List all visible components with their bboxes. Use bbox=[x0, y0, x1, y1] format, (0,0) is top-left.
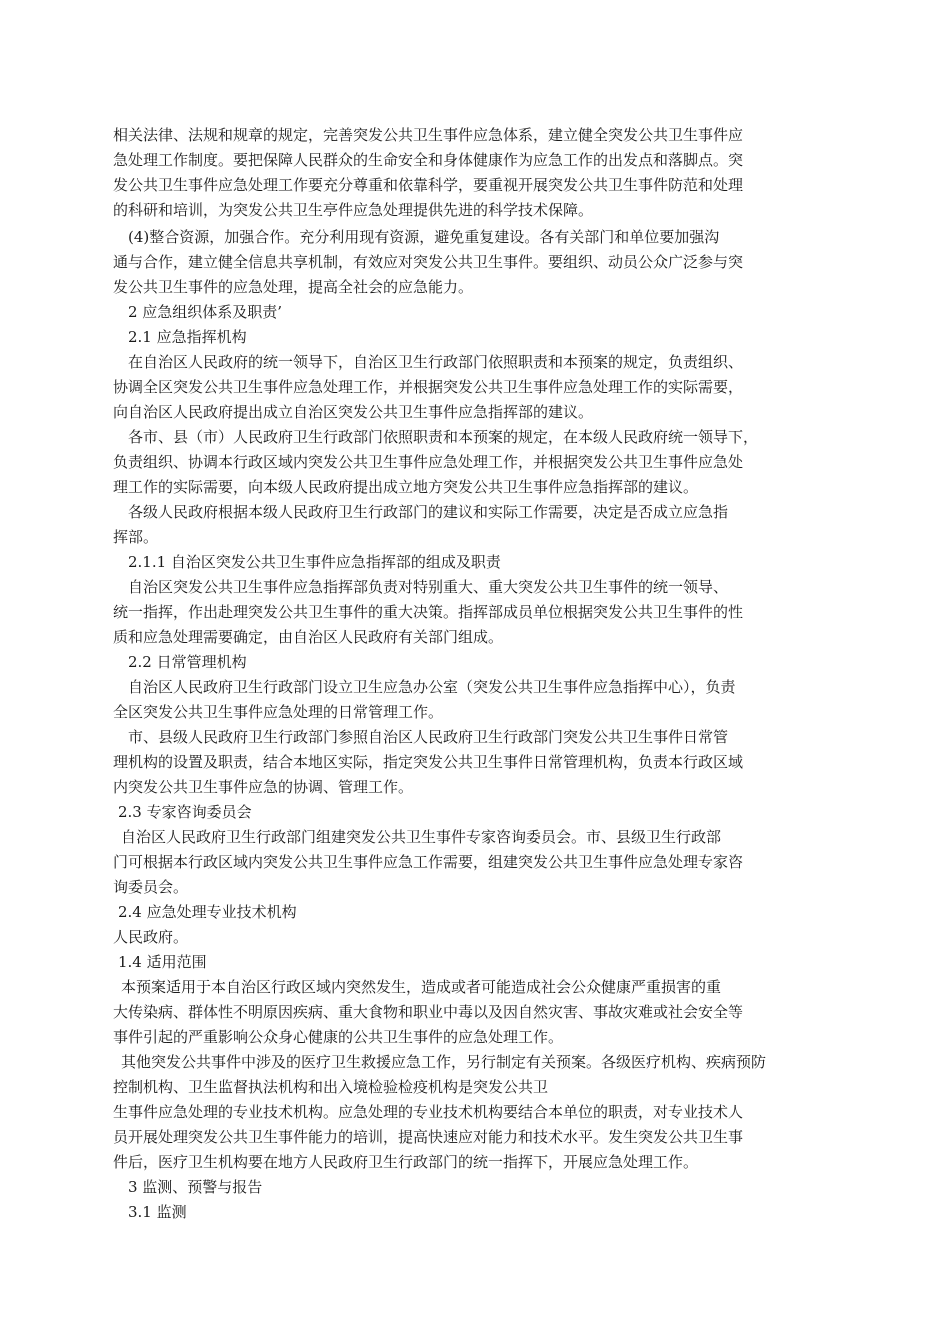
body-line: 控制机构、卫生监督执法机构和出入境检验检疫机构是突发公共卫 bbox=[113, 1078, 549, 1096]
section-heading: 3 监测、预警与报告 bbox=[128, 1178, 263, 1196]
body-line: 各级人民政府根据本级人民政府卫生行政部门的建议和实际工作需要，决定是否成立应急指 bbox=[128, 503, 729, 521]
body-line: 发公共卫生事件的应急处理，提高全社会的应急能力。 bbox=[113, 278, 474, 296]
body-line: 质和应急处理需要确定，由自治区人民政府有关部门组成。 bbox=[113, 628, 504, 646]
body-line: (4)整合资源，加强合作。充分利用现有资源，避免重复建设。各有关部门和单位要加强沟 bbox=[128, 228, 720, 246]
body-line: 急处理工作制度。要把保障人民群众的生命安全和身体健康作为应急工作的出发点和落脚点。突 bbox=[113, 151, 744, 169]
body-line: 相关法律、法规和规章的规定，完善突发公共卫生事件应急体系，建立健全突发公共卫生事件应 bbox=[113, 126, 744, 144]
body-line: 内突发公共卫生事件应急的协调、管理工作。 bbox=[113, 778, 414, 796]
section-heading: 2 应急组织体系及职责’ bbox=[128, 303, 283, 321]
body-line: 统一指挥，作出赴理突发公共卫生事件的重大决策。指挥部成员单位根据突发公共卫生事件的性 bbox=[113, 603, 744, 621]
body-line: 其他突发公共事件中涉及的医疗卫生救援应急工作，另行制定有关预案。各级医疗机构、疾病预防 bbox=[121, 1053, 767, 1071]
body-line: 员开展处理突发公共卫生事件能力的培训，提高快速应对能力和技术水平。发生突发公共卫生事 bbox=[113, 1128, 744, 1146]
body-line: 负责组织、协调本行政区域内突发公共卫生事件应急处理工作，并根据突发公共卫生事件应急处 bbox=[113, 453, 744, 471]
body-line: 件后，医疗卫生机构要在地方人民政府卫生行政部门的统一指挥下，开展应急处理工作。 bbox=[113, 1153, 699, 1171]
body-line: 挥部。 bbox=[113, 528, 159, 546]
body-line: 理机构的设置及职责，结合本地区实际，指定突发公共卫生事件日常管理机构，负责本行政区域 bbox=[113, 753, 744, 771]
section-heading: 2.4 应急处理专业技术机构 bbox=[118, 903, 297, 921]
body-line: 人民政府。 bbox=[113, 928, 189, 946]
section-heading: 3.1 监测 bbox=[128, 1203, 187, 1221]
body-line: 自治区突发公共卫生事件应急指挥部负责对特别重大、重大突发公共卫生事件的统一领导、 bbox=[128, 578, 729, 596]
body-line: 自治区人民政府卫生行政部门设立卫生应急办公室（突发公共卫生事件应急指挥中心），负责 bbox=[128, 678, 736, 696]
body-line: 协调全区突发公共卫生事件应急处理工作，并根据突发公共卫生事件应急处理工作的实际需要， bbox=[113, 378, 744, 396]
body-line: 理工作的实际需要，向本级人民政府提出成立地方突发公共卫生事件应急指挥部的建议。 bbox=[113, 478, 699, 496]
section-heading: 2.1 应急指挥机构 bbox=[128, 328, 247, 346]
body-line: 事件引起的严重影响公众身心健康的公共卫生事件的应急处理工作。 bbox=[113, 1028, 564, 1046]
body-line: 通与合作，建立健全信息共享机制，有效应对突发公共卫生事件。要组织、动员公众广泛参与突 bbox=[113, 253, 744, 271]
body-line: 向自治区人民政府提出成立自治区突发公共卫生事件应急指挥部的建议。 bbox=[113, 403, 594, 421]
body-line: 自治区人民政府卫生行政部门组建突发公共卫生事件专家咨询委员会。市、县级卫生行政部 bbox=[121, 828, 722, 846]
body-line: 门可根据本行政区域内突发公共卫生事件应急工作需要，组建突发公共卫生事件应急处理专家咨 bbox=[113, 853, 744, 871]
section-heading: 2.1.1 自治区突发公共卫生事件应急指挥部的组成及职责 bbox=[128, 553, 501, 571]
body-line: 的科研和培训，为突发公共卫生亭件应急处理提供先进的科学技术保障。 bbox=[113, 201, 594, 219]
section-heading: 2.3 专家咨询委员会 bbox=[118, 803, 252, 821]
section-heading: 1.4 适用范围 bbox=[118, 953, 207, 971]
body-line: 询委员会。 bbox=[113, 878, 189, 896]
section-heading: 2.2 日常管理机构 bbox=[128, 653, 247, 671]
body-line: 各市、县（市）人民政府卫生行政部门依照职责和本预案的规定，在本级人民政府统一领导下， bbox=[128, 428, 759, 446]
body-line: 生事件应急处理的专业技术机构。应急处理的专业技术机构要结合本单位的职责，对专业技术人 bbox=[113, 1103, 744, 1121]
body-line: 全区突发公共卫生事件应急处理的日常管理工作。 bbox=[113, 703, 444, 721]
body-line: 市、县级人民政府卫生行政部门参照自治区人民政府卫生行政部门突发公共卫生事件日常管 bbox=[128, 728, 729, 746]
body-line: 本预案适用于本自治区行政区域内突然发生，造成或者可能造成社会公众健康严重损害的重 bbox=[121, 978, 722, 996]
body-line: 发公共卫生事件应急处理工作要充分尊重和依靠科学，要重视开展突发公共卫生事件防范和处理 bbox=[113, 176, 744, 194]
body-line: 在自治区人民政府的统一领导下，自治区卫生行政部门依照职责和本预案的规定，负责组织、 bbox=[128, 353, 744, 371]
body-line: 大传染病、群体性不明原因疾病、重大食物和职业中毒以及因自然灾害、事故灾难或社会安全等 bbox=[113, 1003, 744, 1021]
